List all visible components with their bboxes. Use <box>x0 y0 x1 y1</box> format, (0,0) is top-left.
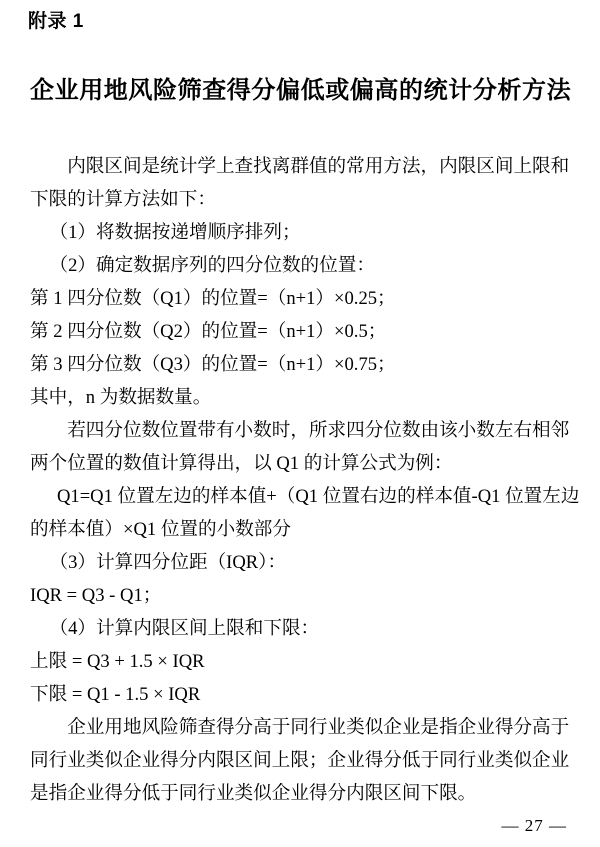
document-body <box>30 150 580 810</box>
body-line: 两个位置的数值计算得出，以 Q1 的计算公式为例： <box>30 453 453 474</box>
body-line: 第 2 四分位数（Q2）的位置=（n+1）×0.5； <box>30 321 387 342</box>
appendix-label: 附录 1 <box>28 11 84 32</box>
body-line: （4）计算内限区间上限和下限： <box>49 618 320 639</box>
page-title: 企业用地风险筛查得分偏低或偏高的统计分析方法 <box>30 77 572 104</box>
body-line: （3）计算四分位距（IQR）： <box>49 552 287 573</box>
body-line: 其中，n 为数据数量。 <box>30 387 212 408</box>
body-line: 下限 = Q1 - 1.5 × IQR <box>30 684 201 705</box>
body-line: 内限区间是统计学上查找离群值的常用方法，内限区间上限和 <box>67 156 570 177</box>
body-line: Q1=Q1 位置左边的样本值+（Q1 位置右边的样本值-Q1 位置左边 <box>56 486 580 507</box>
body-line: 同行业类似企业得分内限区间上限；企业得分低于同行业类似企业 <box>30 750 570 771</box>
body-line: 企业用地风险筛查得分高于同行业类似企业是指企业得分高于 <box>67 717 570 738</box>
page-number: — 27 — <box>501 816 567 835</box>
body-line: （1）将数据按递增顺序排列； <box>49 222 301 243</box>
body-line: 第 1 四分位数（Q1）的位置=（n+1）×0.25； <box>30 288 396 309</box>
body-line: 是指企业得分低于同行业类似企业得分内限区间下限。 <box>30 783 477 804</box>
body-line: IQR = Q3 - Q1； <box>30 585 162 606</box>
body-line: 下限的计算方法如下： <box>30 189 216 210</box>
body-line: 第 3 四分位数（Q3）的位置=（n+1）×0.75； <box>30 354 396 375</box>
body-line: 上限 = Q3 + 1.5 × IQR <box>30 651 205 672</box>
body-line: 的样本值）×Q1 位置的小数部分 <box>30 519 291 540</box>
body-line: 若四分位数位置带有小数时，所求四分位数由该小数左右相邻 <box>67 420 570 441</box>
body-line: （2）确定数据序列的四分位数的位置： <box>49 255 375 276</box>
